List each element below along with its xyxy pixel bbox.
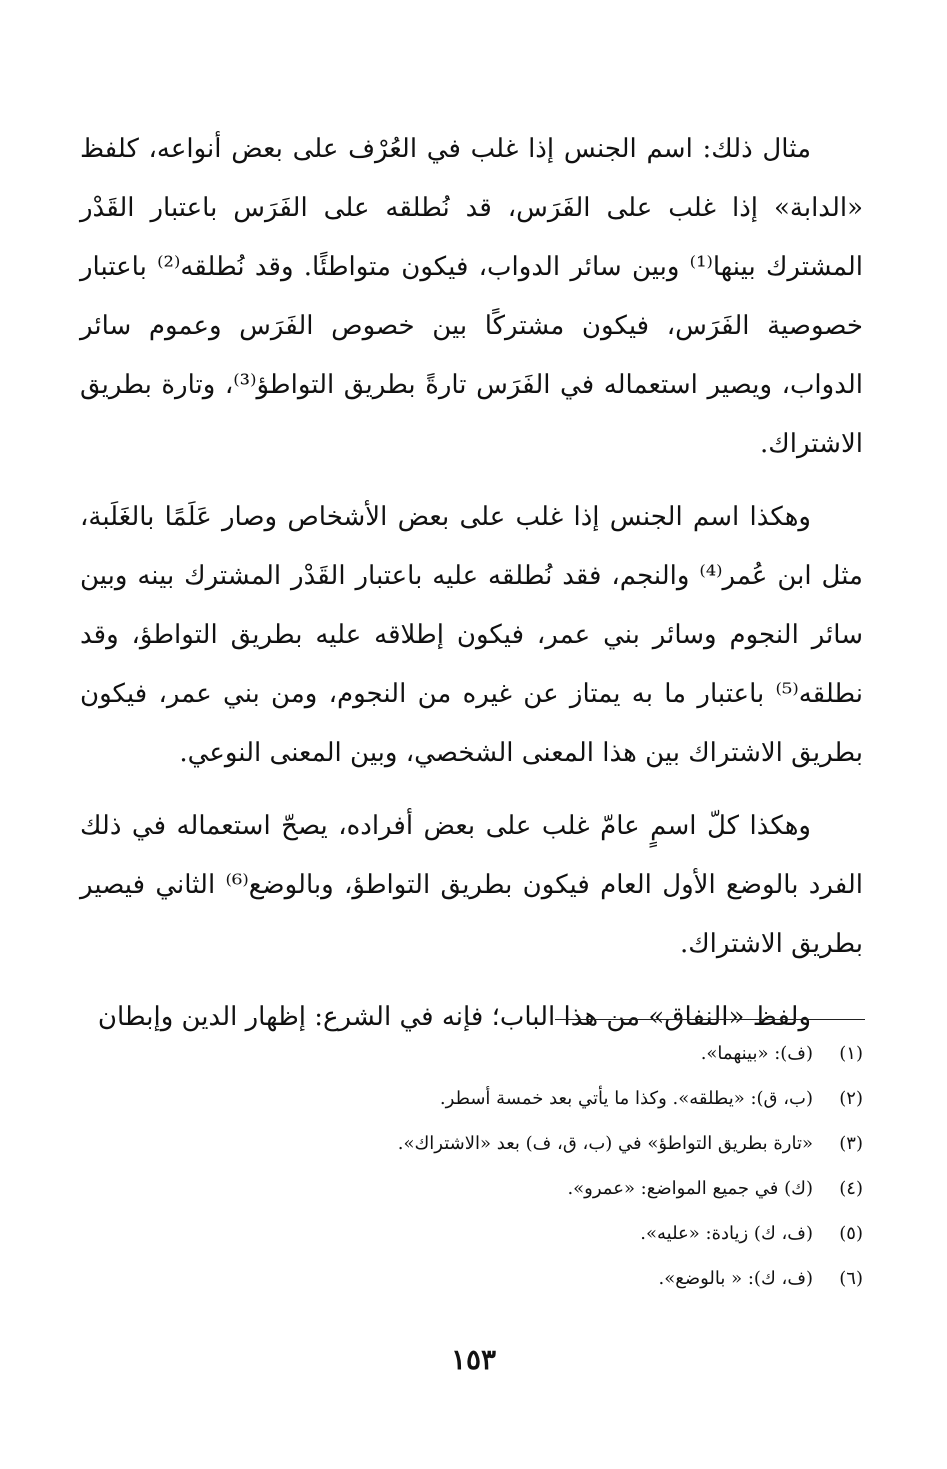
page-number: ١٥٣ [450, 1343, 497, 1376]
footnote-number: (٣) [839, 1133, 863, 1154]
footnote [80, 1076, 863, 1121]
footnote-number: (٦) [839, 1268, 863, 1289]
footnote-text: «تارة بطريق التواطؤ» في (ب، ق، ف) بعد «الاشتراك». [397, 1133, 813, 1154]
footnote-separator [555, 1019, 865, 1020]
paragraph-1: مثال ذلك: اسم الجنس إذا غلب في العُرْف على بعض أنواعه، كلفظ «الدابة» إذا غلب على الفَرَس، قد نُطلقه على الفَرَس باعتبار القَدْر المشترك بينها⁽¹⁾ وبين سائر الدواب، فيكون متواطئًا. وقد نُطلقه⁽²⁾ باعتبار خصوصية الفَرَس، فيكون مشتركًا بين خصوص الفَرَس وعموم سائر الدواب، ويصير استعماله في الفَرَس تارةً بطريق التواطؤ⁽³⁾، وتارة بطريق الاشتراك. [80, 134, 864, 459]
footnote [80, 1121, 863, 1166]
paragraph-3: وهكذا كلّ اسمٍ عامّ غلب على بعض أفراده، يصحّ استعماله في ذلك الفرد بالوضع الأول العام فيكون بطريق التواطؤ، وبالوضع⁽⁶⁾ الثاني فيصير بطريق الاشتراك. [80, 811, 864, 959]
paragraph-4: ولفظ «النفاق» من هذا الباب؛ فإنه في الشرع: إظهار الدين وإبطان [97, 1002, 811, 1032]
footnote-text: (ب، ق): «يطلقه». وكذا ما يأتي بعد خمسة أسطر. [439, 1088, 813, 1109]
footnote-text: (ف، ك) زيادة: «عليه». [640, 1223, 813, 1244]
footnote-text: (ف): «بينهما». [700, 1043, 813, 1064]
footnote [80, 1211, 863, 1256]
footnote-number: (١) [839, 1043, 863, 1064]
footnotes [80, 1031, 863, 1301]
footnote-number: (٢) [839, 1088, 863, 1109]
footnote [80, 1031, 863, 1076]
footnote-text: (ف، ك): « بالوضع». [658, 1268, 813, 1289]
footnote-text: (ك) في جميع المواضع: «عمرو». [567, 1178, 813, 1199]
paragraph-2: وهكذا اسم الجنس إذا غلب على بعض الأشخاص وصار عَلَمًا بالغَلَبة، مثل ابن عُمر⁽⁴⁾ والنجم، فقد نُطلقه عليه باعتبار القَدْر المشترك بينه وبين سائر النجوم وسائر بني عمر، فيكون إطلاقه عليه بطريق التواطؤ، وقد نطلقه⁽⁵⁾ باعتبار ما به يمتاز عن غيره من النجوم، ومن بني عمر، فيكون بطريق الاشتراك بين هذا المعنى الشخصي، وبين المعنى النوعي. [80, 502, 863, 768]
footnote-number: (٤) [839, 1178, 863, 1199]
footnote [80, 1166, 863, 1211]
footnote-number: (٥) [839, 1223, 863, 1244]
main-text [80, 120, 863, 1061]
footnote [80, 1256, 863, 1301]
